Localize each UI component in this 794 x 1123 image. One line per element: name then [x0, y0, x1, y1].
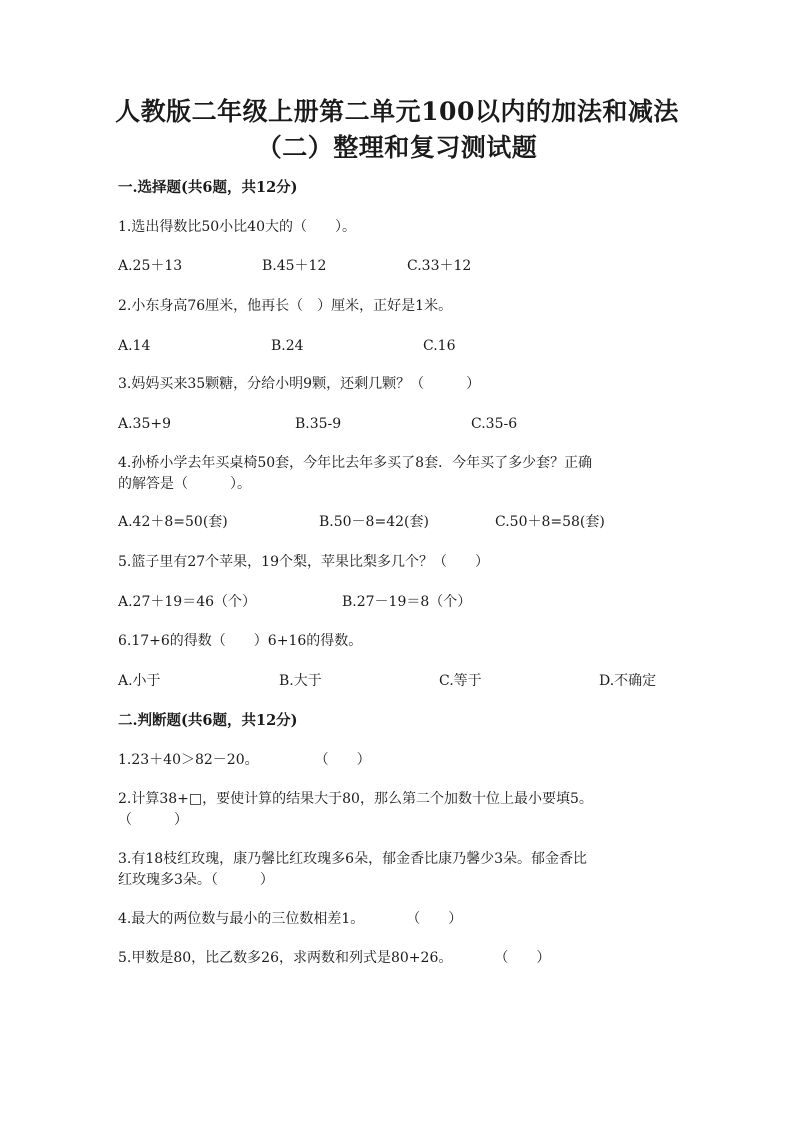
choice-q6-option-a: A.小于 — [118, 673, 161, 689]
choice-q6-option-d: D.不确定 — [599, 673, 657, 689]
choice-question-4-line-1: 4.孙桥小学去年买桌椅50套，今年比去年多买了8套．今年买了多少套？正确 — [118, 455, 593, 471]
section-heading-judgment: 二.判断题(共6题，共12分) — [118, 712, 298, 729]
judgment-question-4: 4.最大的两位数与最小的三位数相差1。 （ ） — [118, 911, 463, 927]
choice-question-5: 5.篮子里有27个苹果，19个梨，苹果比梨多几个？（ ） — [118, 554, 489, 570]
choice-q4-option-c: C.50＋8=58(套) — [495, 514, 605, 530]
section-heading-choice: 一.选择题(共6题，共12分) — [118, 179, 298, 196]
choice-question-3: 3.妈妈买来35颗糖，分给小明9颗，还剩几颗？（ ） — [118, 376, 481, 392]
judgment-question-2-line-1: 2.计算38+□，要使计算的结果大于80，那么第二个加数十位上最小要填5。 — [118, 791, 593, 807]
choice-q6-option-b: B.大于 — [279, 673, 322, 689]
choice-q1-option-c: C.33＋12 — [407, 258, 472, 274]
choice-q1-option-a: A.25＋13 — [118, 258, 183, 274]
choice-q4-option-b: B.50－8=42(套) — [319, 514, 429, 530]
choice-q5-option-b: B.27－19＝8（个） — [342, 594, 472, 610]
choice-q3-option-c: C.35-6 — [471, 416, 518, 432]
choice-q3-option-a: A.35+9 — [118, 416, 172, 432]
choice-q2-option-a: A.14 — [118, 338, 151, 354]
page-title: 人教版二年级上册第二单元100以内的加法和减法 — [115, 97, 679, 126]
choice-question-4-line-2: 的解答是（ ）。 — [118, 476, 251, 492]
choice-q1-option-b: B.45＋12 — [262, 258, 327, 274]
judgment-question-1: 1.23＋40＞82－20。 （ ） — [118, 752, 371, 768]
choice-question-6: 6.17+6的得数（ ）6+16的得数。 — [118, 633, 363, 649]
choice-q5-option-a: A.27＋19＝46（个） — [118, 594, 257, 610]
choice-q4-option-a: A.42＋8=50(套) — [118, 514, 228, 530]
page-subtitle: （二）整理和复习测试题 — [256, 133, 538, 162]
choice-q2-option-c: C.16 — [423, 338, 456, 354]
choice-question-2: 2.小东身高76厘米，他再长（ ）厘米，正好是1米。 — [118, 298, 453, 314]
choice-q6-option-c: C.等于 — [439, 673, 482, 689]
judgment-question-3-line-1: 3.有18枝红玫瑰，康乃馨比红玫瑰多6朵，郁金香比康乃馨少3朵。郁金香比 — [118, 851, 587, 867]
choice-q2-option-b: B.24 — [271, 338, 304, 354]
judgment-question-2-line-2: （ ） — [118, 812, 188, 828]
judgment-question-3-line-2: 红玫瑰多3朵。（ ） — [118, 872, 274, 888]
judgment-question-5: 5.甲数是80，比乙数多26，求两数和列式是80+26。 （ ） — [118, 950, 551, 966]
choice-question-1: 1.选出得数比50小比40大的（ ）。 — [118, 219, 356, 235]
choice-q3-option-b: B.35-9 — [295, 416, 342, 432]
